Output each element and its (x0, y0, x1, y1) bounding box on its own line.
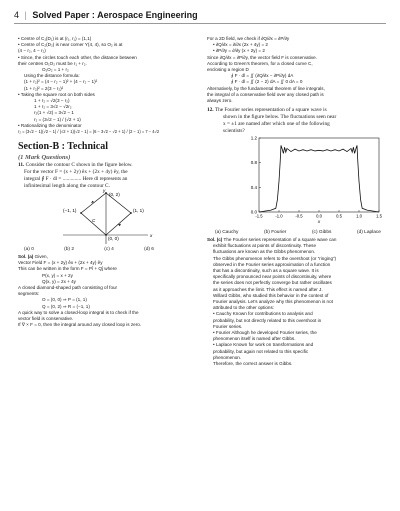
vertex-label: (0, 2) (109, 192, 120, 198)
solution-text: Given, (34, 253, 48, 259)
right-top-block (207, 36, 387, 104)
option: (a) Cauchy (215, 230, 239, 236)
question-text: The Fourier series representation of a square wave is (214, 107, 327, 114)
solution-label: Sol. (a) (18, 253, 34, 259)
equation: 1 + r₂ = √2(3 − r₂) (34, 98, 70, 104)
x-tick-label: 1.0 (356, 213, 362, 219)
right-column (207, 36, 387, 367)
solution-text: observed in the Fourier series approximation of a function (213, 261, 331, 267)
q11-solution (18, 254, 195, 328)
question-text: shown in the figure below. The fluctuations seen near (223, 114, 337, 121)
text-line: For a 2D field, we check if ∂Q/∂x = ∂P/∂y (207, 36, 290, 41)
equation: • ∂Q/∂x = ∂/∂x (2x + 4y) = 2 (213, 42, 268, 48)
contour-diagram (18, 189, 195, 247)
text-line: the integral of a conservative field over any closed path is (207, 91, 324, 97)
question-number: 12. (207, 107, 214, 114)
y-tick-label: 0.8 (250, 160, 257, 166)
question-11 (18, 162, 195, 189)
text-line: • Centre of C₁(D₁) is at (r₁, r₁) = (1,1) (18, 36, 92, 41)
solution-text: exhibit fluctuations at points of discontinuity. These (213, 243, 316, 249)
text-line: always zero. (207, 98, 233, 104)
left-top-block (18, 36, 195, 135)
text-line: their centres O₁O₂ must be r₁ + r₂. (18, 60, 87, 66)
q12-solution (207, 237, 387, 367)
equation: ∮ F · dl = ∬ (2 − 2) dA = ∬ 0 dA = 0 (231, 79, 303, 85)
series-line (259, 146, 379, 213)
page-header-title: Solved Paper : Aerospace Engineering (32, 10, 198, 20)
equation: • ∂P/∂y = ∂/∂y (x + 2y) = 2 (213, 48, 265, 54)
question-text: infinitesimal length along the contour C. (24, 182, 110, 189)
solution-bullet: phenomenon. (213, 354, 242, 360)
equation: r₂ = (3√2 − 1) / (√2 + 1) (34, 116, 81, 122)
y-tick-label: 0.4 (250, 185, 257, 191)
square-wave-chart (207, 134, 387, 230)
vertex-point (80, 213, 82, 215)
axis-label: y (103, 189, 106, 194)
vertex-label: (−1, 1) (63, 208, 77, 214)
x-axis-label: x (317, 219, 321, 225)
solution-bullet: • Cauchy Known for contributions to analysis and (213, 311, 313, 317)
text-line: • Taking the square root on both sides (18, 91, 95, 97)
solution-text: If ∇ × F = 0, then the integral around any closed loop is zero. (18, 322, 142, 328)
x-tick-label: -0.5 (295, 213, 303, 219)
equation: ∮ F · dl = ∬ (∂Q/∂x − ∂P/∂y) dA (231, 73, 294, 79)
equation: Q = (0, 2) ⇒ R = (−1, 1) (42, 303, 90, 309)
solution-text: A quick way to solve a closed-loop integral is to check if the (18, 309, 139, 315)
equation: r₂(1 + √2) = 3√2 − 1 (34, 110, 74, 116)
solution-text: attributed to the other options: (213, 305, 275, 311)
question-text: x = ±1 are named after which one of the following (223, 120, 330, 127)
question-text: scientists? (223, 127, 245, 134)
solution-text: A closed diamond-shaped path consisting of four (18, 284, 118, 290)
option: (a) 0 (24, 247, 34, 253)
option: (d) Laplace (356, 230, 381, 236)
equation: O₁O₂ = 1 + r₂ (42, 67, 69, 73)
x-tick-label: 0.5 (336, 213, 342, 219)
solution-label: Sol. (c) (207, 236, 223, 242)
solution-bullet: Fourier series. (213, 323, 243, 329)
equation: (1 + r₂)² = 2(3 − r₂)² (24, 85, 64, 91)
header-rule (14, 23, 386, 24)
solution-text: Vector Field F = (x + 2y) êx + (2x + 4y) êy (18, 260, 103, 266)
solution-text: The Fourier series representation of a square wave can (223, 236, 337, 242)
x-tick-label: -1.5 (255, 213, 263, 219)
vertex-point (130, 213, 132, 215)
question-text: Consider the contour C shown in the figure below. (25, 162, 133, 169)
solution-text: The Gibbs phenomenon refers to the overshoot (or “ringing”) (213, 255, 337, 261)
solution-text: as it approaches the limit. This effect is named after J. (213, 286, 323, 292)
x-tick-label: -1.0 (275, 213, 283, 219)
solution-text: fluctuations are known as the Gibbs phenomenon. (213, 249, 316, 255)
option: (b) Fourier (264, 230, 287, 236)
text-line: • Since, the circles touch each other, the distance between (18, 54, 137, 60)
solution-text: Willard Gibbs, who studied this behavior in the context of (213, 292, 329, 298)
x-tick-label: 1.5 (376, 213, 382, 219)
solution-text: specifically pronounced near points of discontinuity, where (213, 274, 332, 280)
solution-text: segments: (18, 291, 40, 297)
solution-bullet: probability, but again not related to this specific (213, 348, 309, 354)
solution-text: vector field is conservative. (18, 315, 74, 321)
solution-text: This can be written in the form F = Pî + Qĵ where (18, 266, 117, 272)
section-title: Section-B : Technical (18, 141, 109, 153)
option: (c) Gibbs (311, 230, 332, 236)
vertex-point (105, 193, 107, 195)
text-line: (4 − r₂, 4 − r₂) (18, 48, 46, 54)
option: (d) 6 (144, 247, 154, 253)
y-tick-label: 1.2 (250, 135, 257, 141)
question-12 (207, 107, 387, 134)
question-text: integral ∮ F · dl = .............. Here dl represents an (24, 175, 128, 182)
page-header: 4 | Solved Paper : Aerospace Engineering (14, 10, 198, 20)
question-number: 11. (18, 162, 25, 169)
solution-text: Fourier analysis. Let’s analyze why this phenomenon is not (213, 298, 333, 304)
solution-bullet: • Fourier Although he developed Fourier series, the (213, 329, 317, 335)
question-text: For the vector F = (x + 2y) êx + (2x + 4y) êy, the (24, 169, 128, 176)
y-tick-label: 0.0 (250, 209, 257, 215)
solution-text: that has a discontinuity, such as a square wave. It is (213, 267, 319, 273)
equation: P(x, y) = x + 2y (42, 272, 73, 278)
solution-bullet: phenomenon itself is named after Gibbs. (213, 336, 296, 342)
equation: O = (0, 0) ⇒ P = (1, 1) (42, 297, 87, 303)
equation: Q(x, y) = 2x + 4y (42, 278, 76, 284)
text-line: Since ∂Q/∂x = ∂P/∂y, the vector field F is conservative. (207, 54, 317, 60)
option: (c) 4 (104, 247, 114, 253)
axis-label: x (150, 233, 153, 239)
text-line: • Rationalizing the denominator (18, 122, 82, 128)
equation: 1 + r₂ = 3√2 − √2r₂ (34, 104, 72, 110)
vertex-label: (1, 1) (133, 208, 144, 214)
text-line: enclosing a region D (207, 67, 249, 73)
vertex-label: (0, 0) (108, 236, 119, 242)
solution-text: the series does not perfectly converge but rather oscillates (213, 280, 332, 286)
equation: (1 + r₂)² = (4 − r₂ − 1)² + (4 − r₂ − 1)² (24, 79, 98, 85)
vertex-point (105, 235, 107, 237)
solution-text: Therefore, the correct answer is Gibbs. (213, 360, 293, 366)
solution-bullet: probability, but not directly related to this overshoot in (213, 317, 322, 323)
text-line: • Centre of C₂(D₂) is near corner Y(4, 4), so O₂ is at (18, 42, 123, 48)
left-column (18, 36, 195, 328)
solution-bullet: • Laplace Known for work on transformations and (213, 342, 314, 348)
contour-label: C (92, 218, 96, 224)
page-number: 4 (14, 10, 20, 20)
section-subtitle: (1 Mark Questions) (18, 154, 71, 162)
x-tick-label: 0.0 (316, 213, 322, 219)
text-line: According to Green’s theorem, for a closed curve C, (207, 60, 313, 66)
text-line: Alternatively, by the fundamental theorem of line integrals, (207, 85, 325, 91)
option: (b) 2 (64, 247, 74, 253)
text-line: Using the distance formula: (24, 73, 80, 79)
equation: r₂ = (3√2 − 1)(√2 − 1) / (√2 + 1)(√2 − 1) = (6 − 3√2 − √2 + 1) / (2 − 1) = 7 − 4√2 (18, 129, 160, 135)
